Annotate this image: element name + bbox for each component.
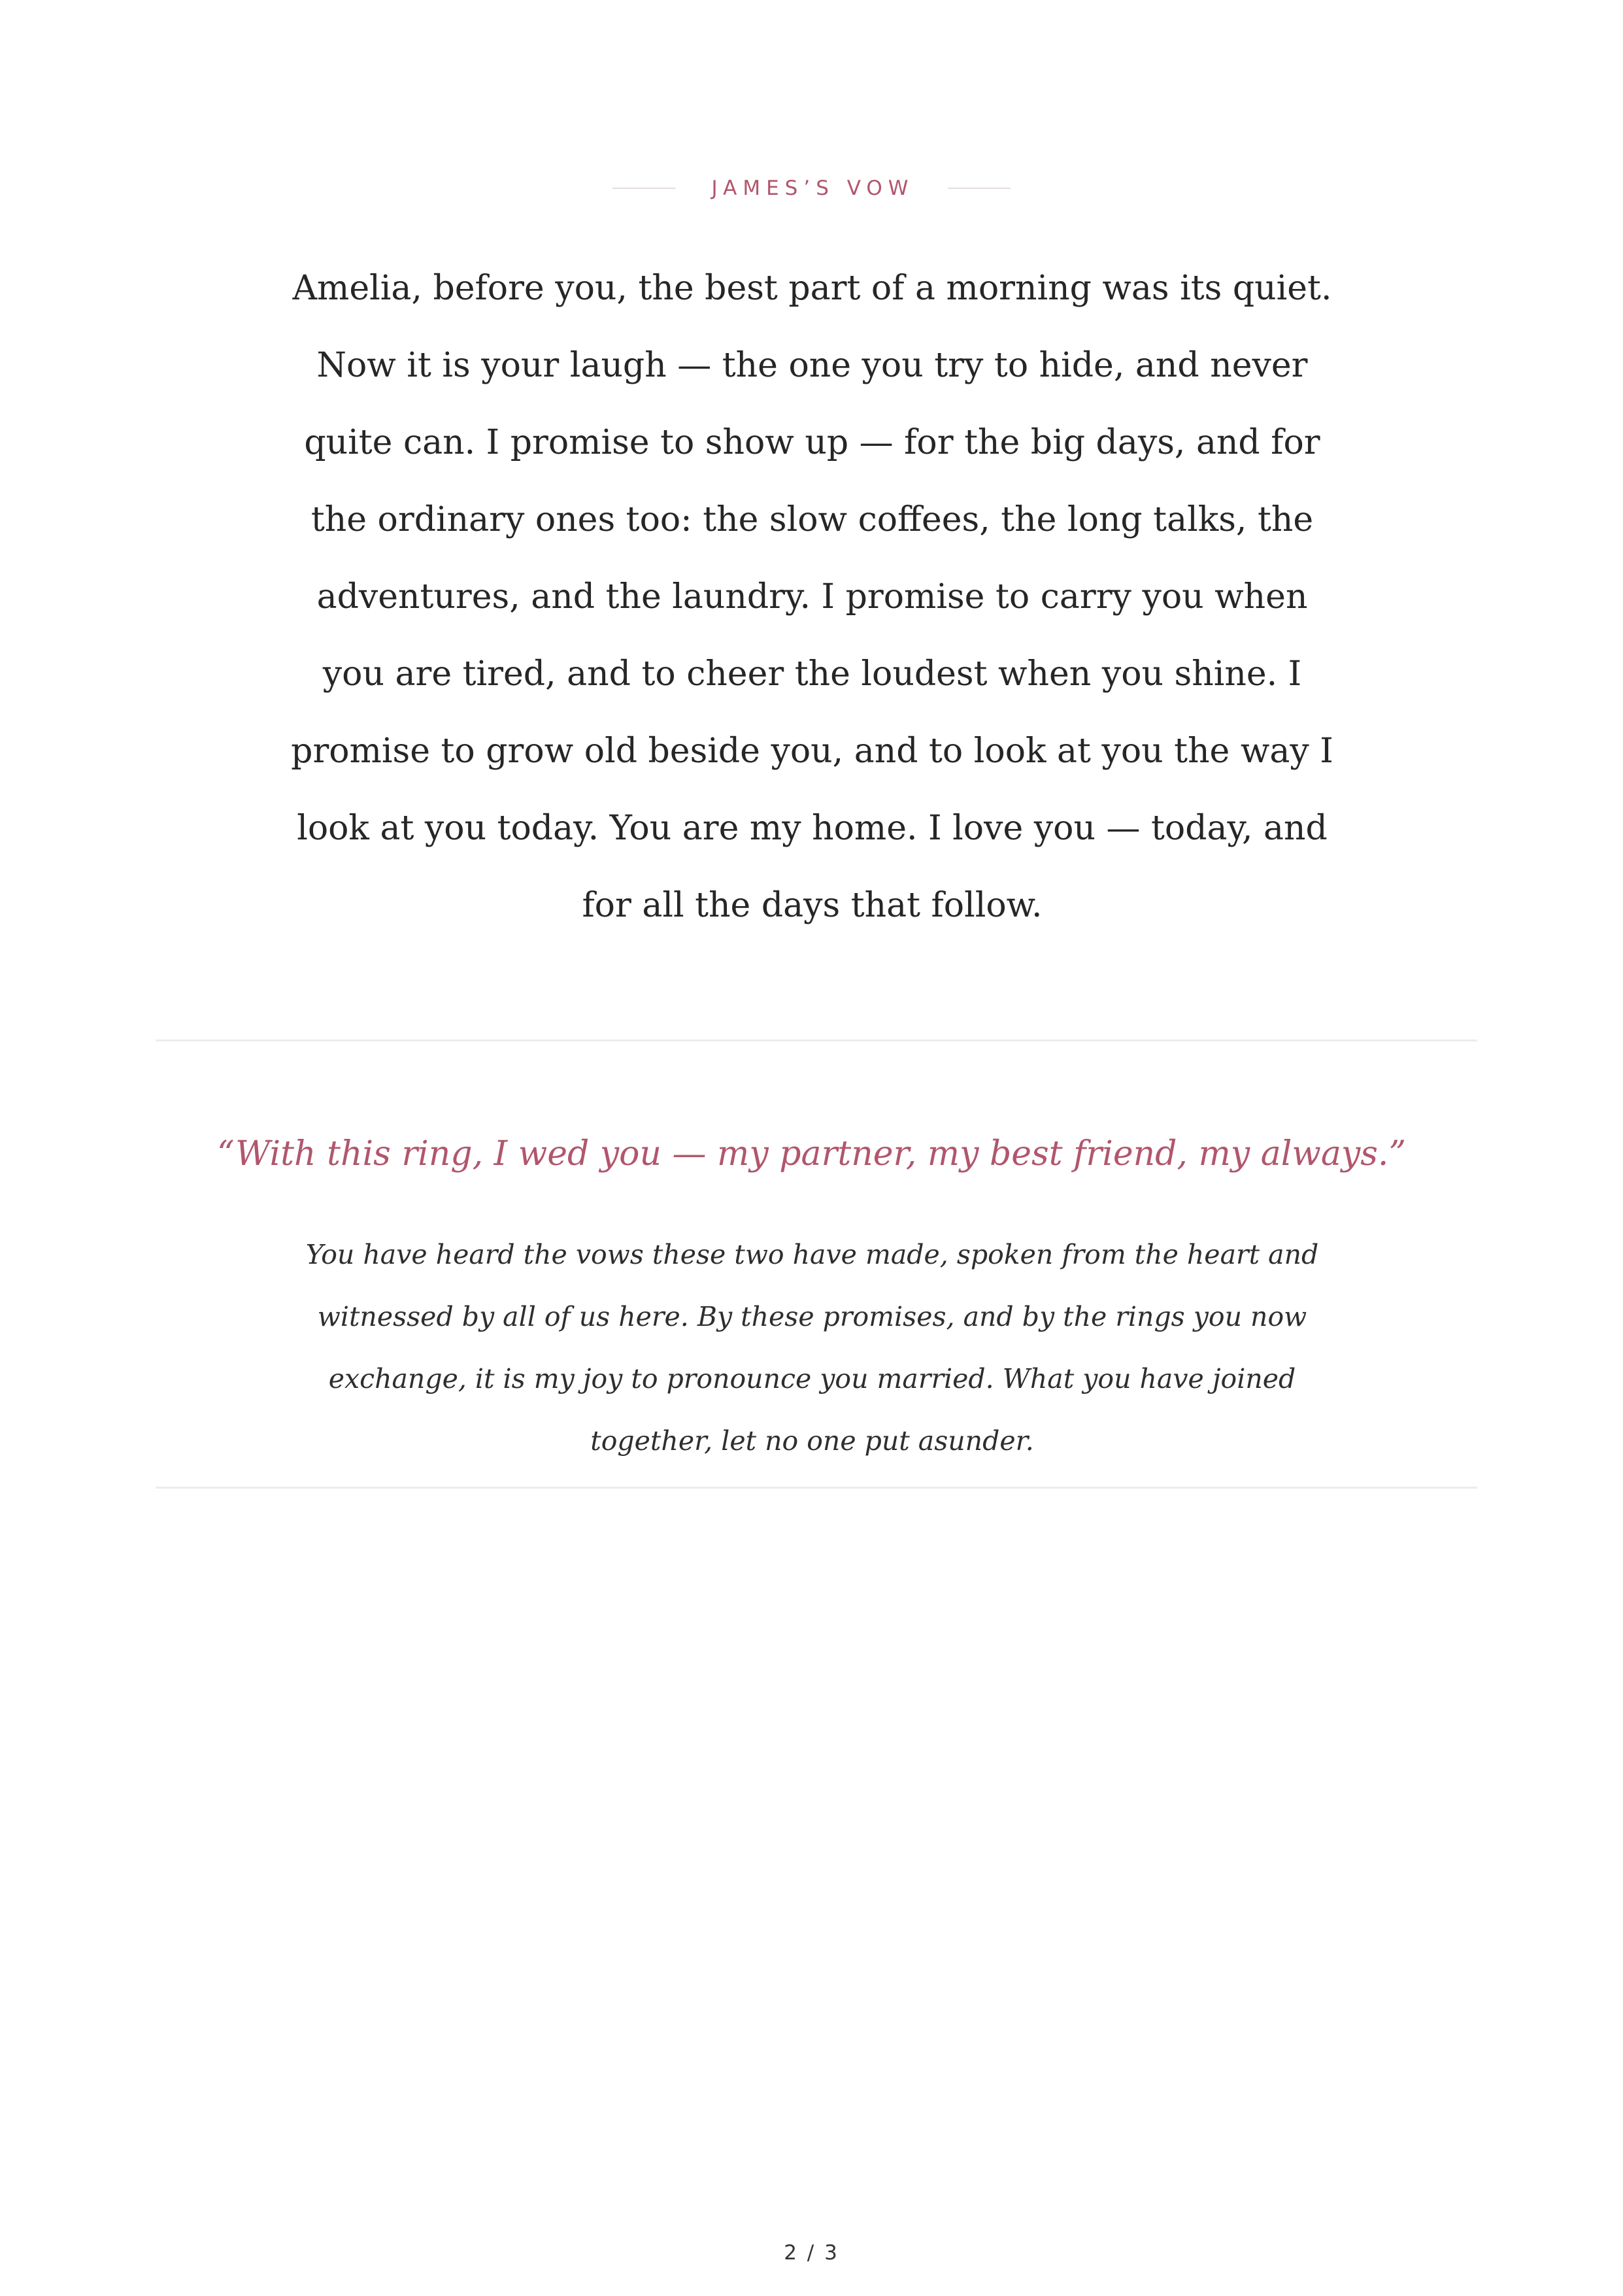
page-number: 2 / 3	[784, 2241, 839, 2265]
vow-heading-label: JAMES’S VOW	[711, 177, 914, 200]
pronouncement-text: You have heard the vows these two have made, spoken from the heart and witnessed by all of us here. By these promises, and by the rings you now exchange, it is my joy to pronounce you married. What you have joined together, let no one put asunder.	[305, 1239, 1319, 1457]
heading-rule-left	[612, 188, 675, 189]
heading-rule-right	[948, 188, 1011, 189]
vow-section-heading	[0, 174, 1623, 203]
vow-text: Amelia, before you, the best part of a morning was its quiet. Now it is your laugh — the one you try to hide, and never quite can. I promise to show up — for the big days, and for the ordinary ones too: the slow coffees, the long talks, the adventures, and the laundry. I promise to carry you when you are tired, and to cheer the loudest when you shine. I promise to grow old beside you, and to look at you the way I look at you today. You are my home. I love you — today, and for all the days that follow.	[291, 269, 1333, 925]
ring-quote: “With this ring, I wed you — my partner, my best friend, my always.”	[216, 1134, 1407, 1173]
section-divider-top	[156, 1039, 1477, 1041]
section-divider-bottom	[156, 1487, 1477, 1489]
